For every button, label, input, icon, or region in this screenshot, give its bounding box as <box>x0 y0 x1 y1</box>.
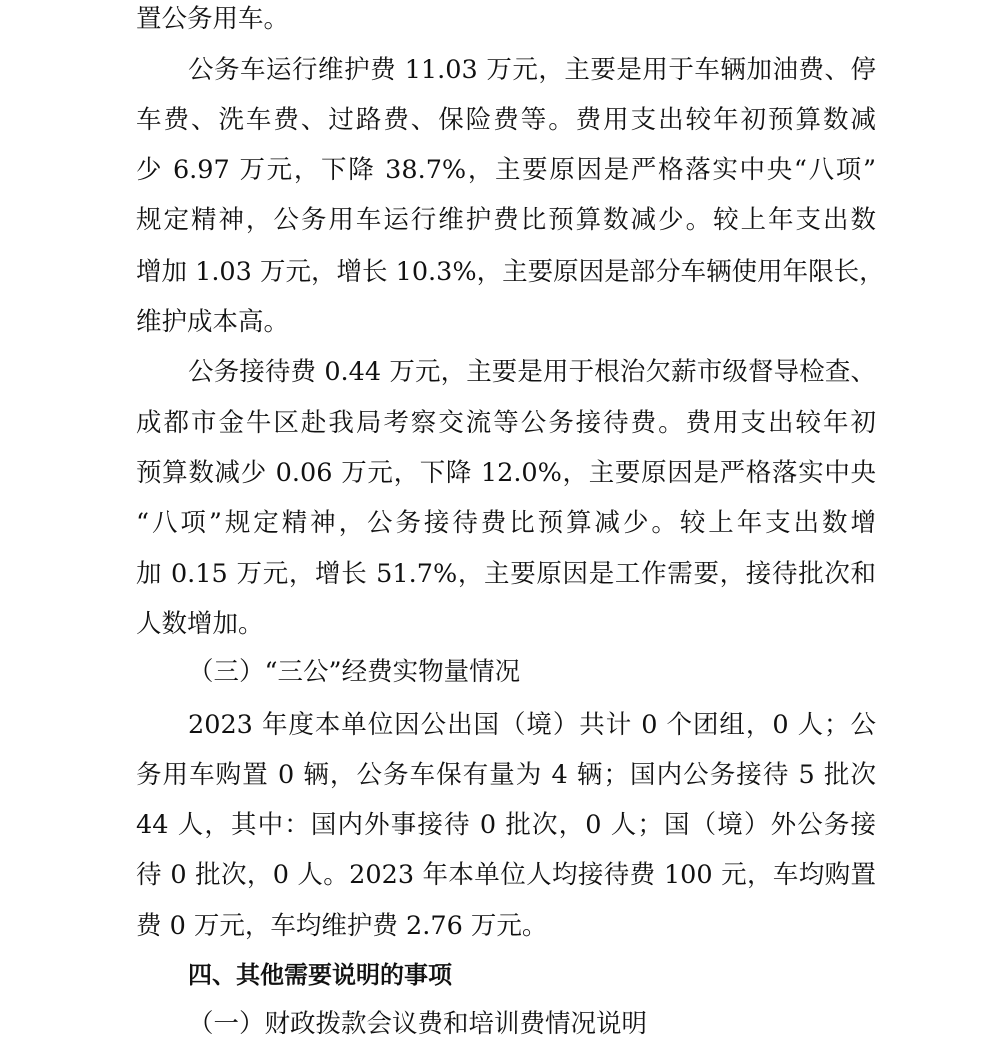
text-line: 加 0.15 万元，增长 51.7%，主要原因是工作需要，接待批次和 <box>136 559 876 589</box>
text-line: 待 0 批次，0 人。2023 年本单位人均接待费 100 元，车均购置 <box>136 860 876 890</box>
text-line: 维护成本高。 <box>136 307 290 337</box>
chapter-heading: 四、其他需要说明的事项 <box>188 961 452 989</box>
text-line: 公务接待费 0.44 万元，主要是用于根治欠薪市级督导检查、 <box>188 357 876 387</box>
text-line: 公务车运行维护费 11.03 万元，主要是用于车辆加油费、停 <box>188 55 876 85</box>
text-line: 费 0 万元，车均维护费 2.76 万元。 <box>136 911 548 941</box>
text-line: 44 人，其中：国内外事接待 0 批次，0 人；国（境）外公务接 <box>136 810 876 840</box>
text-line: 预算数减少 0.06 万元，下降 12.0%，主要原因是严格落实中央 <box>136 458 876 488</box>
text-line: 成都市金牛区赴我局考察交流等公务接待费。费用支出较年初 <box>136 408 876 438</box>
text-line: 2023 年度本单位因公出国（境）共计 0 个团组，0 人；公 <box>188 710 876 740</box>
text-line: 车费、洗车费、过路费、保险费等。费用支出较年初预算数减 <box>136 105 876 135</box>
text-line: 置公务用车。 <box>136 4 290 34</box>
text-line: “八项”规定精神，公务接待费比预算减少。较上年支出数增 <box>136 508 876 538</box>
text-line: 人数增加。 <box>136 609 264 639</box>
section-heading: （三）“三公”经费实物量情况 <box>188 657 521 687</box>
section-heading: （一）财政拨款会议费和培训费情况说明 <box>188 1009 648 1039</box>
text-line: 规定精神，公务用车运行维护费比预算数减少。较上年支出数 <box>136 205 876 235</box>
text-line: 少 6.97 万元，下降 38.7%，主要原因是严格落实中央“八项” <box>136 155 876 185</box>
text-line: 增加 1.03 万元，增长 10.3%，主要原因是部分车辆使用年限长， <box>136 257 885 287</box>
text-line: 务用车购置 0 辆，公务车保有量为 4 辆；国内公务接待 5 批次 <box>136 760 876 790</box>
